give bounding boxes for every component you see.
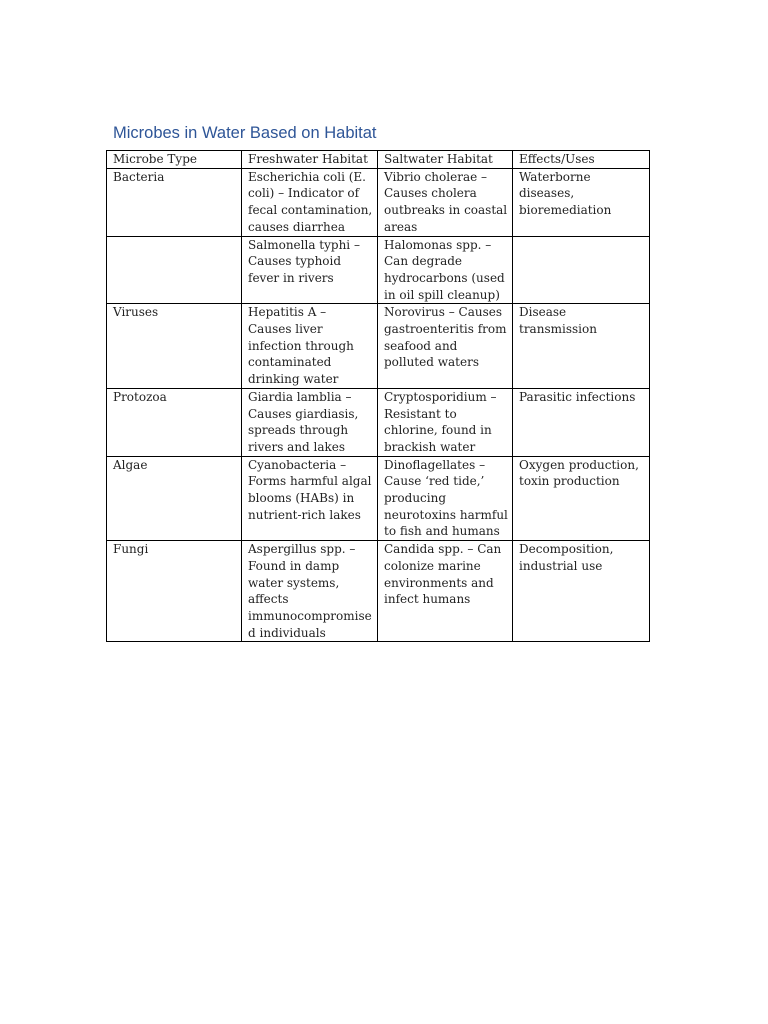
table-cell — [513, 236, 650, 304]
table-cell: Waterborne diseases, bioremediation — [513, 168, 650, 236]
header-cell: Freshwater Habitat — [242, 151, 378, 169]
table-cell — [107, 236, 242, 304]
table-cell: Aspergillus spp. – Found in damp water systems, affects immunocompromised individuals — [242, 541, 378, 642]
table-row — [107, 236, 650, 304]
header-cell: Effects/Uses — [513, 151, 650, 169]
table-cell: Parasitic infections — [513, 388, 650, 456]
table-row — [107, 456, 650, 541]
table-cell: Salmonella typhi – Causes typhoid fever in rivers — [242, 236, 378, 304]
table-cell: Giardia lamblia – Causes giardiasis, spreads through rivers and lakes — [242, 388, 378, 456]
table-cell: Escherichia coli (E. coli) – Indicator of fecal contamination, causes diarrhea — [242, 168, 378, 236]
table-cell: Decomposition, industrial use — [513, 541, 650, 642]
table-cell: Oxygen production, toxin production — [513, 456, 650, 541]
table-cell: Fungi — [107, 541, 242, 642]
table-cell: Disease transmission — [513, 304, 650, 389]
header-cell: Saltwater Habitat — [378, 151, 513, 169]
table-cell: Halomonas spp. – Can degrade hydrocarbons (used in oil spill cleanup) — [378, 236, 513, 304]
table-header-row — [107, 151, 650, 169]
table-row — [107, 304, 650, 389]
table-cell: Vibrio cholerae – Causes cholera outbreaks in coastal areas — [378, 168, 513, 236]
table-row — [107, 168, 650, 236]
table-row — [107, 541, 650, 642]
table-cell: Dinoflagellates – Cause ‘red tide,’ producing neurotoxins harmful to fish and humans — [378, 456, 513, 541]
table-cell: Algae — [107, 456, 242, 541]
table-cell: Viruses — [107, 304, 242, 389]
table-row — [107, 388, 650, 456]
table-cell: Norovirus – Causes gastroenteritis from seafood and polluted waters — [378, 304, 513, 389]
table-cell: Hepatitis A – Causes liver infection through contaminated drinking water — [242, 304, 378, 389]
document-title: Microbes in Water Based on Habitat — [113, 124, 377, 142]
table-cell: Protozoa — [107, 388, 242, 456]
table-cell: Bacteria — [107, 168, 242, 236]
table-cell: Candida spp. – Can colonize marine environments and infect humans — [378, 541, 513, 642]
table-cell: Cyanobacteria – Forms harmful algal blooms (HABs) in nutrient-rich lakes — [242, 456, 378, 541]
header-cell: Microbe Type — [107, 151, 242, 169]
table-cell: Cryptosporidium – Resistant to chlorine, found in brackish water — [378, 388, 513, 456]
microbes-table — [106, 150, 650, 642]
